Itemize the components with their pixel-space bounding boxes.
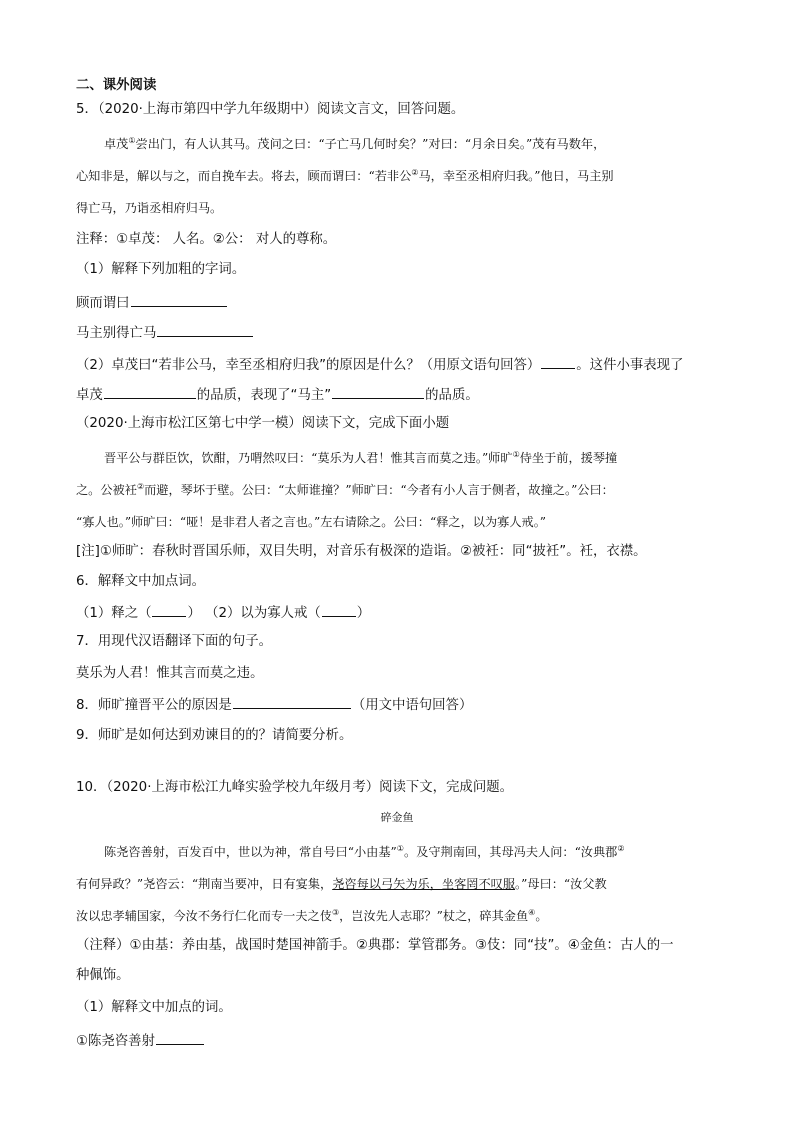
sub-question: （1）解释下列加粗的字词。 (76, 262, 246, 277)
annotation-note: 种佩饰。 (76, 968, 130, 983)
question-8: 8．师旷撞晋平公的原因是 （用文中语句回答） (76, 694, 472, 716)
question-group-header: （2020·上海市松江区第七中学一模）阅读下文，完成下面小题 (76, 416, 450, 431)
sub-question: （2）卓茂曰“若非公马，幸至丞相府归我”的原因是什么？（用原文语句回答） 。这件小事表现了 (76, 354, 683, 376)
answer-blank[interactable] (152, 602, 186, 617)
sub-question: 卓茂 的品质，表现了“马主” 的品质。 (76, 384, 479, 406)
question-6: 6．解释文中加点词。 (76, 574, 206, 589)
annotation-note: 注释：①卓茂： 人名。②公： 对人的尊称。 (76, 232, 337, 247)
answer-blank[interactable] (233, 694, 351, 709)
passage-line: 晋平公与群臣饮，饮酣，乃喟然叹曰：“莫乐为人君！惟其言而莫之违。”师旷①侍坐于前，援琴撞 (104, 449, 618, 465)
underlined-sentence: 尧咨每以弓矢为乐，坐客罔不叹服 (332, 877, 516, 891)
translation-sentence: 莫乐为人君！惟其言而莫之违。 (76, 666, 264, 681)
question-7: 7．用现代汉语翻译下面的句子。 (76, 634, 272, 649)
answer-blank[interactable] (104, 384, 196, 399)
answer-item: （1）释之（ ） （2）以为寡人戒（ ） (76, 602, 370, 624)
passage-line: 得亡马，乃诣丞相府归马。 (76, 201, 223, 215)
passage-line: 卓茂①尝出门，有人认其马。茂问之曰：“子亡马几何时矣？”对曰：“月余日矣。”茂有马数年， (104, 135, 606, 151)
passage-line: 汝以忠孝辅国家，今汝不务行仁化而专一夫之伎③，岂汝先人志耶？”杖之，碎其金鱼④。 (76, 907, 548, 923)
answer-blank[interactable] (131, 292, 227, 307)
question-5-header: 5．（2020·上海市第四中学九年级期中）阅读文言文，回答问题。 (76, 102, 465, 117)
annotation-note: （注释）①由基：养由基，战国时楚国神箭手。②典郡：掌管郡务。③伎：同“技”。④金鱼：古人的一 (76, 938, 674, 953)
answer-item: 顾而谓曰 (76, 292, 228, 314)
passage-line: 有何异政？”尧咨云：“荆南当要冲，日有宴集，尧咨每以弓矢为乐，坐客罔不叹服。”母曰：“汝父教 (76, 877, 607, 891)
answer-blank[interactable] (322, 602, 356, 617)
passage-title: 碎金鱼 (380, 811, 414, 824)
passage-line: 之。公被衽②而避，琴坏于壁。公曰：“太师谁撞？”师旷曰：“今者有小人言于侧者，故撞之。”公曰： (76, 481, 614, 497)
section-heading: 二、课外阅读 (76, 78, 157, 93)
answer-item: 马主别得亡马 (76, 322, 254, 344)
answer-blank[interactable] (157, 322, 253, 337)
question-9: 9．师旷是如何达到劝谏目的的？请简要分析。 (76, 728, 353, 743)
question-10-header: 10．（2020·上海市松江九峰实验学校九年级月考）阅读下文，完成问题。 (76, 780, 513, 795)
annotation-note: [注]①师旷：春秋时晋国乐师，双目失明，对音乐有极深的造诣。②被衽：同“披衽”。衽，衣襟。 (76, 544, 647, 559)
answer-blank[interactable] (156, 1030, 204, 1045)
passage-line: 心知非是，解以与之，而自挽车去。将去，顾而谓曰：“若非公②马，幸至丞相府归我。”他日，马主别 (76, 167, 614, 183)
sub-question: （1）解释文中加点的词。 (76, 1000, 232, 1015)
passage-line: “寡人也。”师旷曰：“哑！是非君人者之言也。”左右请除之。公曰：“释之，以为寡人戒。” (76, 515, 547, 529)
passage-line: 陈尧咨善射，百发百中，世以为神，常自号曰“小由基”①。及守荆南回，其母冯夫人问：“汝典郡② (104, 843, 625, 859)
answer-blank[interactable] (541, 354, 575, 369)
answer-blank[interactable] (332, 384, 424, 399)
answer-item: ①陈尧咨善射 (76, 1030, 205, 1052)
